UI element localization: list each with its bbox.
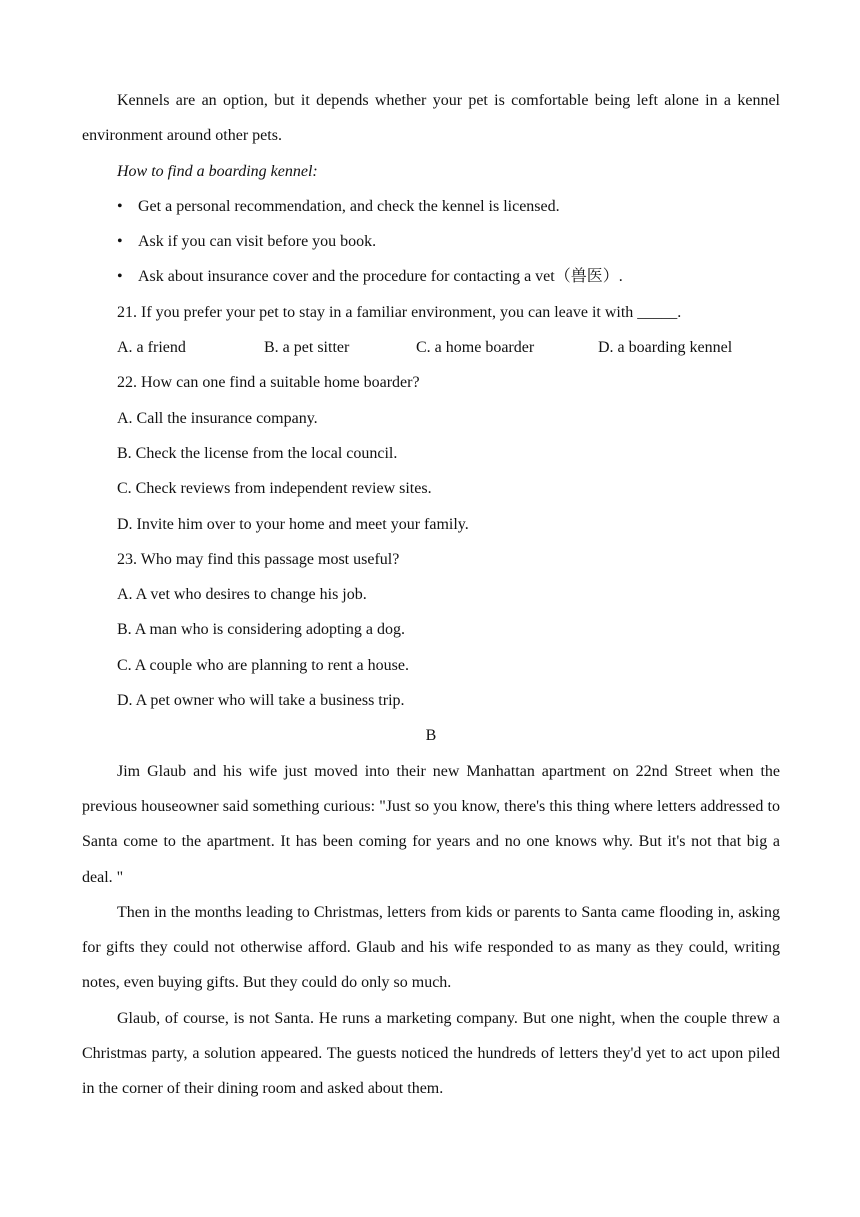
question-21-options xyxy=(82,330,780,365)
passage-paragraph: Then in the months leading to Christmas, letters from kids or parents to Santa came flooding in, asking for gifts they could not otherwise afford. Glaub and his wife responded to as many as they could, writing notes, even buying gifts. But they could do only so much. xyxy=(82,903,780,992)
question-23: 23. Who may find this passage most useful? xyxy=(117,550,400,568)
option-d: D. A pet owner who will take a business trip. xyxy=(117,692,405,710)
document-page xyxy=(82,83,780,1107)
option-a: A. A vet who desires to change his job. xyxy=(117,586,367,604)
option-b: B. a pet sitter xyxy=(264,339,350,357)
option-c: C. A couple who are planning to rent a house. xyxy=(117,656,409,674)
bullet-dot-icon: • xyxy=(117,197,123,215)
passage-paragraph: Jim Glaub and his wife just moved into their new Manhattan apartment on 22nd Street when the previous houseowner said something curious: "Just so you know, there's this thing where letters addressed to Santa come to the apartment. It has been coming for years and no one knows why. But it's not that big a deal. " xyxy=(82,762,780,886)
option-d: D. Invite him over to your home and meet your family. xyxy=(117,515,469,533)
bullet-dot-icon: • xyxy=(117,268,123,286)
bullet-item: • Ask about insurance cover and the procedure for contacting a vet（兽医）. xyxy=(82,259,780,294)
question-21: 21. If you prefer your pet to stay in a familiar environment, you can leave it with _____. xyxy=(117,303,682,321)
option-c: C. a home boarder xyxy=(416,339,535,357)
option-b: B. A man who is considering adopting a dog. xyxy=(117,621,405,639)
option-d: D. a boarding kennel xyxy=(598,339,733,357)
option-b: B. Check the license from the local council. xyxy=(117,444,398,462)
bullet-dot-icon: • xyxy=(117,233,123,251)
kennel-heading: How to find a boarding kennel: xyxy=(117,162,318,180)
option-a: A. a friend xyxy=(117,339,186,357)
option-c: C. Check reviews from independent review sites. xyxy=(117,480,432,498)
bullet-item: • Get a personal recommendation, and check the kennel is licensed. xyxy=(82,189,780,224)
question-22: 22. How can one find a suitable home boarder? xyxy=(117,374,420,392)
passage-paragraph: Glaub, of course, is not Santa. He runs a marketing company. But one night, when the couple threw a Christmas party, a solution appeared. The guests noticed the hundreds of letters they'd yet to act upon piled in the corner of their dining room and asked about them. xyxy=(82,1009,780,1098)
bullet-item: • Ask if you can visit before you book. xyxy=(82,224,780,259)
intro-paragraph: Kennels are an option, but it depends whether your pet is comfortable being left alone in a kennel environment around other pets. xyxy=(82,92,780,145)
option-a: A. Call the insurance company. xyxy=(117,409,318,427)
section-label: B xyxy=(425,727,437,745)
